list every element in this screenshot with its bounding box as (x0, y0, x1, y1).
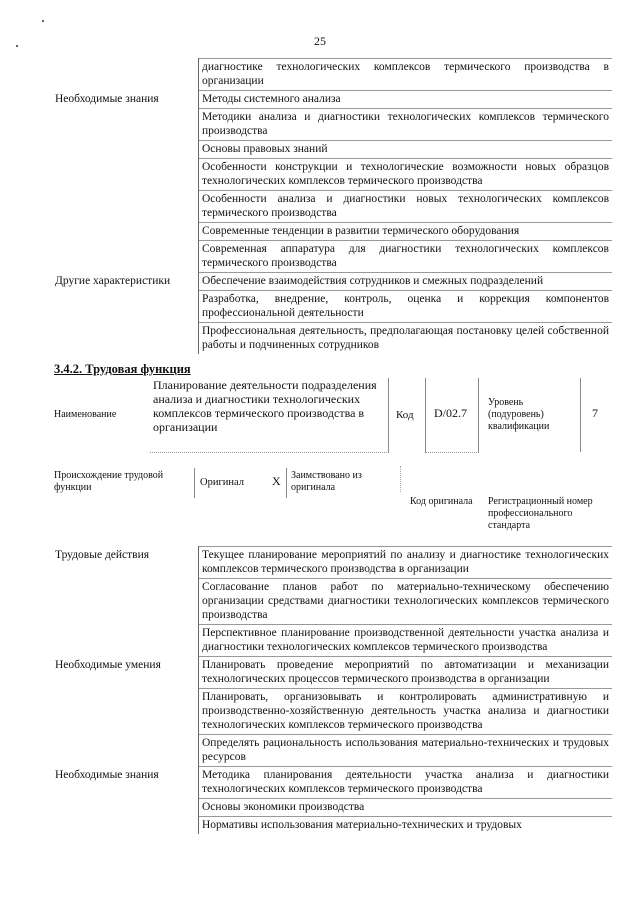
row-item: Основы экономики производства (199, 799, 613, 817)
row-item: Обеспечение взаимодействия сотрудников и смежных подразделений (199, 273, 613, 291)
row-item: Планировать, организовывать и контролировать административную и производственно-хозяйственную деятельность участка анализа и диагностики технологических комплексов термического производства (199, 689, 613, 735)
row-item: Особенности конструкции и технологические возможности новых образцов технологических комплексов термического производства (199, 159, 613, 191)
row-item: Методики анализа и диагностики технологических комплексов термического производства (199, 109, 613, 141)
code-value: D/02.7 (434, 406, 467, 420)
row-item: Современные тенденции в развитии термического оборудования (199, 223, 613, 241)
row-item: Методы системного анализа (199, 91, 613, 109)
function-name: Планирование деятельности подразделения анализа и диагностики технологических комплексов термического производства в организации (153, 378, 377, 434)
section-heading: 3.4.2. Трудовая функция (54, 362, 191, 376)
row-item: Разработка, внедрение, контроль, оценка и коррекция компонентов профессиональной деятельности (199, 291, 613, 323)
origin-label: Происхождение трудовой функции (54, 470, 164, 493)
row-item: Основы правовых знаний (199, 141, 613, 159)
scan-speck (42, 20, 44, 22)
row-item: диагностике технологических комплексов термического производства в организации (199, 59, 613, 91)
row-item: Перспективное планирование производственной деятельности участка анализа и диагностики технологических комплексов термического производства (199, 625, 613, 657)
row-item: Методика планирования деятельности участка анализа и диагностики технологических комплексов термического производства (199, 767, 613, 799)
table-row (52, 547, 612, 579)
level-value: 7 (592, 406, 598, 420)
row-item: Нормативы использования материально-технических и трудовых (202, 819, 522, 831)
row-label: Другие характеристики (52, 273, 199, 355)
code-original-box (400, 466, 481, 492)
competency-table-2 (52, 546, 612, 834)
row-item: Определять рациональность использования материально-технических и трудовых ресурсов (199, 735, 613, 767)
scan-speck (16, 45, 18, 47)
original-label: Оригинал (200, 477, 244, 488)
original-mark: X (272, 474, 281, 488)
row-label: Трудовые действия (52, 547, 199, 657)
competency-table-1 (52, 58, 612, 354)
row-item: Особенности анализа и диагностики новых технологических комплексов термического производства (199, 191, 613, 223)
row-item: Согласование планов работ по материально-техническому обеспечению организации средствами диагностики технологических комплексов термического производства (199, 579, 613, 625)
row-item: Планировать проведение мероприятий по автоматизации и механизации технологических процессов термического производства в организации (199, 657, 613, 689)
page-number: 25 (314, 34, 326, 48)
table-row (52, 91, 612, 109)
table-row (52, 59, 612, 91)
row-item: Современная аппаратура для диагностики технологических комплексов термического производства (199, 241, 613, 273)
row-item: Профессиональная деятельность, предполагающая постановку целей собственной работы и подчиненных сотрудников (202, 325, 609, 351)
borrowed-label: Заимствовано из оригинала (291, 470, 362, 493)
row-label: Необходимые умения (52, 657, 199, 767)
origin-bracket (194, 468, 195, 498)
code-label: Код (396, 409, 414, 421)
row-item: Текущее планирование мероприятий по анализу и диагностике технологических комплексов термического производства в организации (199, 547, 613, 579)
row-label (52, 59, 199, 91)
name-label: Наименование (54, 409, 117, 420)
table-row (52, 767, 612, 799)
code-original-label: Код оригинала (410, 496, 473, 507)
table-row (52, 273, 612, 291)
origin-bracket-2 (286, 468, 287, 498)
table-row (52, 657, 612, 689)
level-label: Уровень (подуровень) квалификации (488, 397, 550, 432)
row-label: Необходимые знания (52, 767, 199, 835)
reg-number-label: Регистрационный номер профессионального стандарта (488, 496, 593, 531)
row-label: Необходимые знания (52, 91, 199, 273)
